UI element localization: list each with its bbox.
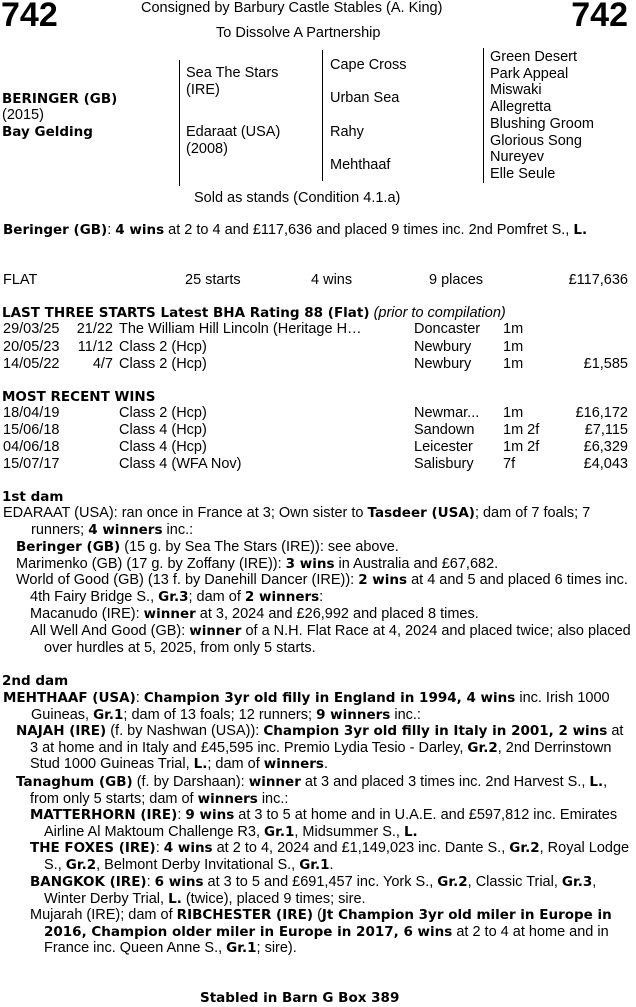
text-bold: NAJAH (IRE) <box>16 723 107 739</box>
start-position: 21/22 <box>76 321 113 337</box>
flat-label: FLAT <box>3 272 38 288</box>
first-dam-produce-1 <box>16 539 629 556</box>
win-row <box>3 439 631 456</box>
text: inc.: <box>390 706 421 723</box>
text: at 3 to 5 and £691,457 inc. York S., <box>203 874 438 890</box>
summary-text: at 2 to 4 and £117,636 and placed 9 times inc. 2nd Pomfret S., <box>164 222 574 238</box>
text-bold: 4 winners <box>88 521 163 538</box>
text-bold: winner <box>143 606 196 622</box>
first-dam-entry <box>3 505 629 538</box>
win-course: Sandown <box>414 422 475 438</box>
text-bold: 9 wins <box>185 807 235 823</box>
second-dam-produce-1 <box>16 723 629 773</box>
start-row <box>3 339 631 356</box>
win-date: 04/06/18 <box>3 439 60 455</box>
text-bold: Tanaghum (GB) <box>16 774 133 790</box>
text: , Midsummer S., <box>294 823 404 840</box>
start-distance: 1m <box>503 339 524 355</box>
start-course: Doncaster <box>414 321 481 337</box>
text-bold: Champion 3yr old filly in England in 1994, 4 wins <box>143 690 516 706</box>
win-course: Salisbury <box>414 456 474 472</box>
win-race: Class 2 (Hcp) <box>119 405 207 421</box>
gen3-1: Green Desert <box>490 49 578 65</box>
win-date: 15/07/17 <box>3 456 60 472</box>
text: (f. by Darshaan): <box>132 774 249 790</box>
start-position: 4/7 <box>92 356 113 372</box>
text-bold: MEHTHAAF (USA) <box>3 690 136 706</box>
text: : <box>146 874 155 890</box>
start-course: Newbury <box>414 339 472 355</box>
start-row <box>3 356 631 373</box>
text: , Classic Trial, <box>467 874 562 890</box>
gen3-4: Allegretta <box>490 99 552 115</box>
sire-dam: Urban Sea <box>330 90 400 106</box>
text: ; sire). <box>256 940 297 956</box>
first-dam-produce-4 <box>30 606 630 623</box>
start-date: 20/05/23 <box>3 339 60 355</box>
text: : <box>135 690 144 706</box>
summary-listed: L. <box>573 222 588 238</box>
win-row <box>3 405 631 422</box>
text: Marimenko (GB) (17 g. by Zoffany (IRE)): <box>16 556 286 572</box>
stabled-location: Stabled in Barn G Box 389 <box>200 990 400 1006</box>
text-bold: BANGKOK (IRE) <box>30 874 147 890</box>
text-bold: Gr.1 <box>299 856 330 873</box>
win-row <box>3 422 631 439</box>
flat-places: 9 places <box>429 272 484 288</box>
text-bold: winner <box>248 774 301 790</box>
text-bold: 3 wins <box>285 556 335 572</box>
win-course: Newmar... <box>414 405 480 421</box>
horse-description: Bay Gelding <box>2 124 93 140</box>
text: . <box>329 856 334 873</box>
second-dam-entry <box>3 690 629 723</box>
gen3-8: Elle Seule <box>490 166 556 182</box>
text-bold: 2 winners <box>244 588 320 605</box>
pedigree-line-2 <box>322 50 323 181</box>
last-three-heading-row <box>2 305 506 322</box>
start-date: 29/03/25 <box>3 321 60 337</box>
text: World of Good (GB) (13 f. by Danehill Dancer (IRE)): <box>16 572 359 588</box>
pedigree-line-1 <box>179 60 180 186</box>
win-race: Class 4 (Hcp) <box>119 439 207 455</box>
win-prize: £16,172 <box>575 405 628 421</box>
gen3-2: Park Appeal <box>490 66 569 82</box>
sale-condition: Sold as stands (Condition 4.1.a) <box>194 190 401 206</box>
text-bold: Gr.2 <box>437 874 468 890</box>
text: at 4 and 5 and placed 6 times inc. 4th Fairy Bridge S., <box>30 572 628 605</box>
second-dam-produce-2 <box>16 774 629 807</box>
text: (15 g. by Sea The Stars (IRE)): see above. <box>120 539 399 555</box>
text-bold: MATTERHORN (IRE) <box>30 807 178 823</box>
win-race: Class 4 (WFA Nov) <box>119 456 242 472</box>
text-bold: Gr.3 <box>158 588 189 605</box>
text-bold: Gr.1 <box>93 706 124 723</box>
win-distance: 1m 2f <box>503 439 540 455</box>
lot-number-right: 742 <box>571 0 628 34</box>
flat-wins: 4 wins <box>311 272 353 288</box>
dam: Edaraat (USA) <box>186 124 281 140</box>
text: Mujarah (IRE); dam of <box>30 907 177 923</box>
text: of a N.H. Flat Race at 4, 2024 and placed twice; also placed over hurdles at 5, 2025, from only 5 starts. <box>44 623 631 656</box>
text-bold: L. <box>403 823 418 840</box>
text-bold: Gr.2 <box>467 739 498 756</box>
first-dam-produce-3 <box>16 572 636 605</box>
race-summary: Beringer (GB): 4 wins at 2 to 4 and £117,636 and placed 9 times inc. 2nd Pomfret S., L. <box>3 222 588 238</box>
text-bold: winners <box>197 790 258 807</box>
win-race: Class 4 (Hcp) <box>119 422 207 438</box>
start-race: Class 2 (Hcp) <box>119 339 207 355</box>
second-dam-heading: 2nd dam <box>2 673 69 689</box>
text-bold: Gr.3 <box>561 874 593 890</box>
text-bold: Gr.2 <box>65 856 97 873</box>
text-bold: THE FOXES (IRE) <box>30 840 156 856</box>
flat-record <box>3 272 631 289</box>
horse-year: (2015) <box>2 107 44 123</box>
text: ; dam of <box>188 588 245 605</box>
gen3-7: Nureyev <box>490 149 544 165</box>
start-race: Class 2 (Hcp) <box>119 356 207 372</box>
text: in Australia and £67,682. <box>334 556 499 572</box>
text: : <box>177 807 186 823</box>
text: at 3 to 5 at home and in U.A.E. and £597,812 inc. Emirates Airline Al Maktoum Challenge R3, <box>44 807 618 840</box>
dam-dam: Mehthaaf <box>330 157 391 173</box>
start-course: Newbury <box>414 356 472 372</box>
first-dam-produce-5 <box>30 623 636 656</box>
start-distance: 1m <box>503 356 524 372</box>
text-bold: 4 wins <box>163 840 213 856</box>
win-prize: £7,115 <box>584 422 628 438</box>
text: : <box>155 840 164 856</box>
horse-name: BERINGER (GB) <box>2 91 118 107</box>
text-bold: 2 wins <box>358 572 408 588</box>
text: , from only 5 starts; dam of <box>30 774 608 807</box>
start-position: 11/12 <box>77 339 113 355</box>
text: (twice), placed 9 times; sire. <box>181 890 366 907</box>
text: at 3 and placed 3 times inc. 2nd Harvest S., <box>300 774 590 790</box>
grand-produce-4 <box>30 907 636 957</box>
text: ; dam of 7 foals; 7 runners; <box>31 505 591 538</box>
text-bold: Gr.2 <box>509 840 540 856</box>
text: ( <box>313 907 322 923</box>
consignor: Consigned by Barbury Castle Stables (A. King) <box>141 0 443 16</box>
text: , 2nd Derrinstown Stud 1000 Guineas Trial, <box>30 739 612 772</box>
win-row <box>3 456 631 473</box>
sire-country: (IRE) <box>186 82 220 98</box>
grand-produce-3 <box>30 874 636 907</box>
text: ; dam of 13 foals; 12 runners; <box>123 706 317 723</box>
win-distance: 1m <box>503 405 524 421</box>
text: ; dam of <box>207 756 264 772</box>
text-bold: L. <box>193 756 208 772</box>
start-distance: 1m <box>503 321 524 337</box>
text-bold: Jt Champion 3yr old miler in Europe in 2016, Champion older miler in Europe in 2017, 6 wins <box>44 907 612 940</box>
text: at 3 at home and in Italy and £45,595 inc. Premio Lydia Tesio - Darley, <box>30 723 624 756</box>
text-bold: Beringer (GB) <box>16 539 121 555</box>
text-bold: Champion 3yr old filly in Italy in 2001, 2 wins <box>263 723 608 739</box>
gen3-5: Blushing Groom <box>490 116 594 132</box>
text: at 3, 2024 and £26,992 and placed 8 times. <box>195 606 479 622</box>
start-row <box>3 321 631 338</box>
text-bold: RIBCHESTER (IRE) <box>176 907 314 923</box>
flat-earnings: £117,636 <box>568 272 628 288</box>
win-distance: 1m 2f <box>503 422 540 438</box>
text: inc.: <box>162 521 194 538</box>
text: inc. Irish 1000 Guineas, <box>31 690 610 723</box>
sale-reason: To Dissolve A Partnership <box>216 25 381 41</box>
win-date: 18/04/19 <box>3 405 60 421</box>
text: , Belmont Derby Invitational S., <box>96 856 300 873</box>
last-three-note: (prior to compilation) <box>373 305 506 321</box>
grand-produce-1 <box>30 807 636 840</box>
summary-name: Beringer (GB) <box>3 222 108 238</box>
grand-produce-2 <box>30 840 636 873</box>
text: at 2 to 4, 2024 and £1,149,023 inc. Dante S., <box>212 840 510 856</box>
win-prize: £6,329 <box>583 439 628 455</box>
sire: Sea The Stars <box>186 65 279 81</box>
first-dam-produce-2 <box>16 556 629 573</box>
text: EDARAAT (USA): ran once in France at 3; Own sister to <box>3 505 368 521</box>
text-bold: 6 wins <box>154 874 204 890</box>
text: (f. by Nashwan (USA)): <box>106 723 264 739</box>
sire-sire: Cape Cross <box>330 57 407 73</box>
gen3-6: Glorious Song <box>490 133 582 149</box>
start-prize: £1,585 <box>583 356 628 372</box>
text-bold: 9 winners <box>316 706 391 723</box>
win-distance: 7f <box>503 456 516 472</box>
text-bold: L. <box>589 774 604 790</box>
dam-sire: Rahy <box>330 124 364 140</box>
text-bold: Gr.1 <box>226 940 257 956</box>
text-bold: Tasdeer (USA) <box>367 505 475 521</box>
text: inc.: <box>257 790 289 807</box>
last-three-heading: LAST THREE STARTS Latest BHA Rating 88 (Flat) <box>2 305 370 321</box>
text: , Winter Derby Trial, <box>44 874 597 907</box>
summary-wins: 4 wins <box>115 222 165 238</box>
first-dam-heading: 1st dam <box>2 489 64 505</box>
pedigree-line-3 <box>483 48 484 183</box>
start-date: 14/05/22 <box>3 356 60 372</box>
win-prize: £4,043 <box>583 456 628 472</box>
text: : <box>319 588 324 605</box>
gen3-3: Miswaki <box>490 82 542 98</box>
flat-starts: 25 starts <box>185 272 241 288</box>
lot-number-left: 742 <box>1 0 58 34</box>
text: . <box>323 756 328 772</box>
start-race: The William Hill Lincoln (Heritage H… <box>119 321 362 337</box>
text: All Well And Good (GB): <box>30 623 190 639</box>
text: at 2 to 4 at home and in France inc. Queen Anne S., <box>44 923 609 956</box>
win-date: 15/06/18 <box>3 422 60 438</box>
text-bold: Gr.1 <box>264 823 295 840</box>
dam-year: (2008) <box>186 141 228 157</box>
text: Macanudo (IRE): <box>30 606 144 622</box>
recent-wins-heading: MOST RECENT WINS <box>2 389 156 405</box>
text-bold: winners <box>263 756 324 772</box>
text: , Royal Lodge S., <box>44 840 630 873</box>
text-bold: winner <box>189 623 242 639</box>
win-course: Leicester <box>414 439 473 455</box>
text-bold: L. <box>168 890 182 907</box>
